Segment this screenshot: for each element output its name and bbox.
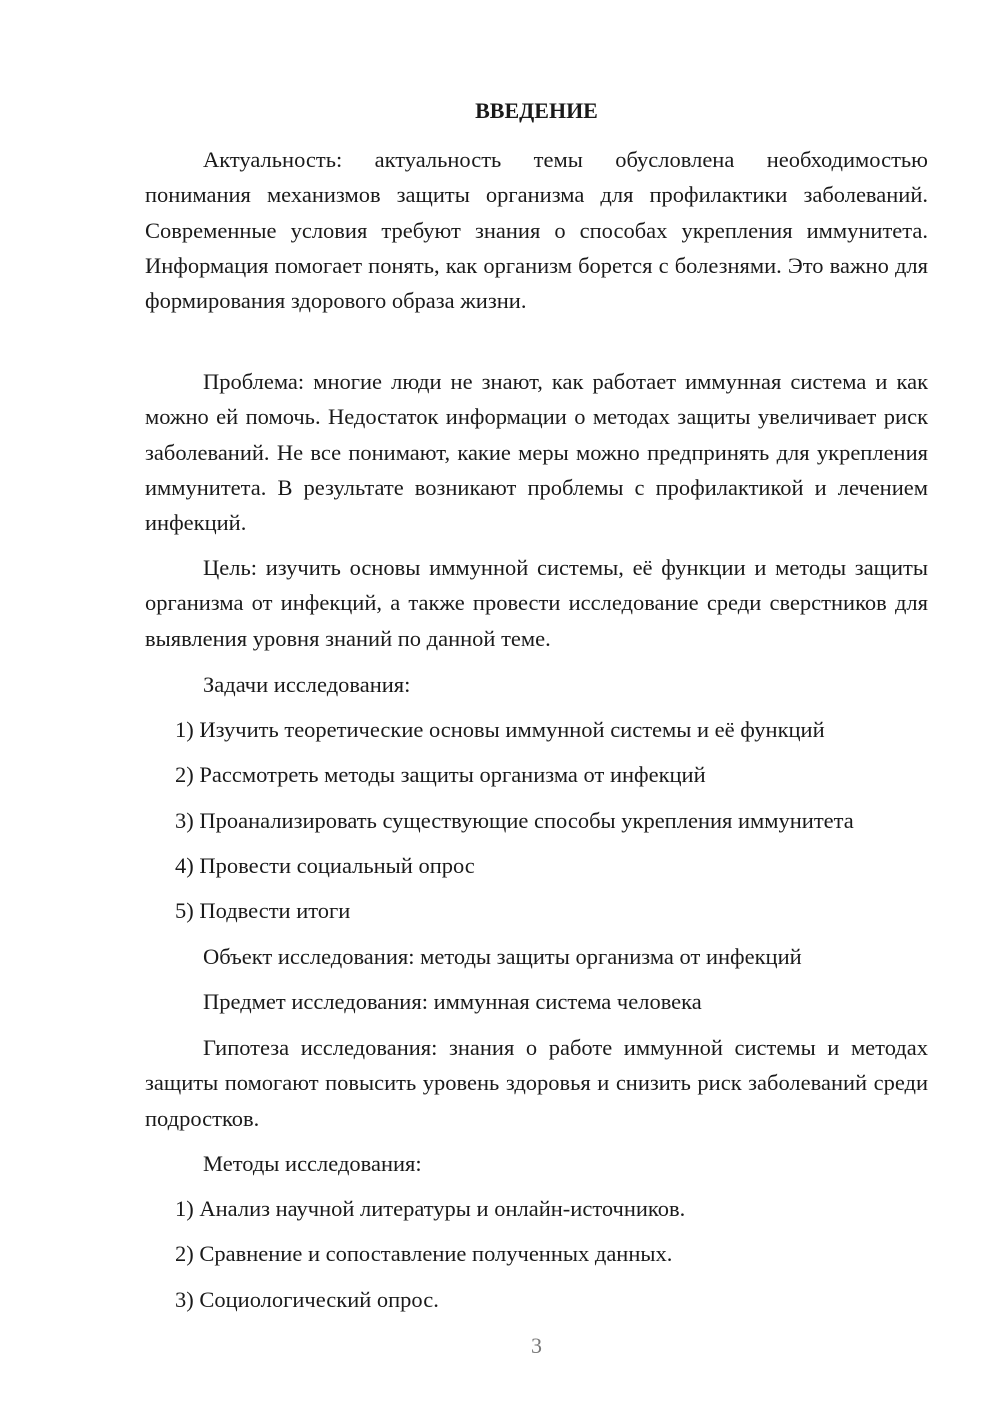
list-item: 3) Проанализировать существующие способы укрепления иммунитета [175,808,854,833]
list-item: 1) Анализ научной литературы и онлайн-источников. [175,1196,686,1221]
list-item: 4) Провести социальный опрос [175,853,475,878]
list-item: 5) Подвести итоги [175,898,351,923]
page-title: ВВЕДЕНИЕ [475,98,598,123]
methods-heading: Методы исследования: [203,1151,422,1176]
list-item: 2) Сравнение и сопоставление полученных данных. [175,1241,673,1266]
tasks-heading: Задачи исследования: [203,672,411,697]
list-item: 1) Изучить теоретические основы иммунной системы и её функций [175,717,825,742]
subject-line: Предмет исследования: иммунная система человека [203,989,702,1014]
list-item: 2) Рассмотреть методы защиты организма от инфекций [175,762,706,787]
goal-paragraph: Цель: изучить основы иммунной системы, её функции и методы защиты организма от инфекций, а также провести исследование среди сверстников для выявления уровня знаний по данной теме. [145,555,928,651]
page-number: 3 [531,1333,542,1358]
relevance-paragraph: Актуальность: актуальность темы обусловлена необходимостью понимания механизмов защиты организма для профилактики заболеваний. Современные условия требуют знания о способах укрепления иммунитета. Информация помогает понять, как организм борется с болезнями. Это важно для формирования здорового образа жизни. [145,147,928,314]
object-line: Объект исследования: методы защиты организма от инфекций [203,944,802,969]
list-item: 3) Социологический опрос. [175,1287,439,1312]
hypothesis-paragraph: Гипотеза исследования: знания о работе иммунной системы и методах защиты помогают повысить уровень здоровья и снизить риск заболеваний среди подростков. [145,1035,928,1131]
problem-paragraph: Проблема: многие люди не знают, как работает иммунная система и как можно ей помочь. Недостаток информации о методах защиты увеличивает риск заболеваний. Не все понимают, какие меры можно предпринять для укрепления иммунитета. В результате возникают проблемы с профилактикой и лечением инфекций. [145,369,928,536]
